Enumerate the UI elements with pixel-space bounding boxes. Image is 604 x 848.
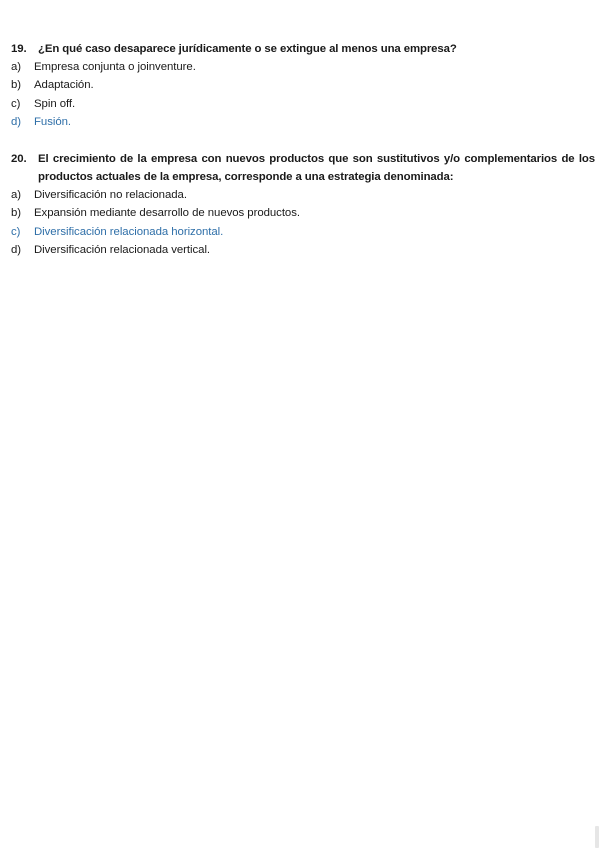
question-20 xyxy=(11,150,595,260)
option-letter: c) xyxy=(11,97,21,110)
answer-options xyxy=(11,58,595,132)
question-19 xyxy=(11,40,595,132)
answer-option-a xyxy=(11,186,595,204)
option-text: Diversificación no relacionada. xyxy=(34,189,187,201)
option-letter: d) xyxy=(11,244,22,257)
option-text: Diversificación relacionada horizontal. xyxy=(34,225,224,238)
question-text: ¿En qué caso desaparece jurídicamente o se extingue al menos una empresa? xyxy=(38,43,457,55)
answer-option-d-highlighted xyxy=(11,113,595,131)
option-letter: a) xyxy=(11,61,22,73)
option-text: Spin off. xyxy=(34,97,76,110)
answer-option-b xyxy=(11,76,595,94)
question-number: 20. xyxy=(11,153,27,165)
page-edge-mark xyxy=(595,826,599,848)
answer-option-c xyxy=(11,95,595,113)
answer-option-d xyxy=(11,241,595,259)
answer-option-c-highlighted xyxy=(11,223,595,241)
option-text: Expansión mediante desarrollo de nuevos productos. xyxy=(34,207,300,220)
option-letter: a) xyxy=(11,189,22,201)
question-text: El crecimiento de la empresa con nuevos productos que son sustitutivos y/o complementarios de los productos actuales de la empresa, corresponde a una estrategia denominada: xyxy=(38,153,595,183)
answer-option-a xyxy=(11,58,595,76)
answer-option-b xyxy=(11,204,595,222)
option-letter: b) xyxy=(11,207,22,220)
question-heading xyxy=(11,40,595,58)
answer-options xyxy=(11,186,595,260)
question-heading xyxy=(11,150,595,186)
option-text: Empresa conjunta o joinventure. xyxy=(34,61,196,73)
option-text: Diversificación relacionada vertical. xyxy=(34,244,211,257)
option-letter: b) xyxy=(11,79,22,92)
option-letter: c) xyxy=(11,225,21,238)
option-text: Fusión. xyxy=(34,116,72,129)
option-text: Adaptación. xyxy=(34,79,94,92)
question-number: 19. xyxy=(11,43,27,55)
option-letter: d) xyxy=(11,116,22,129)
